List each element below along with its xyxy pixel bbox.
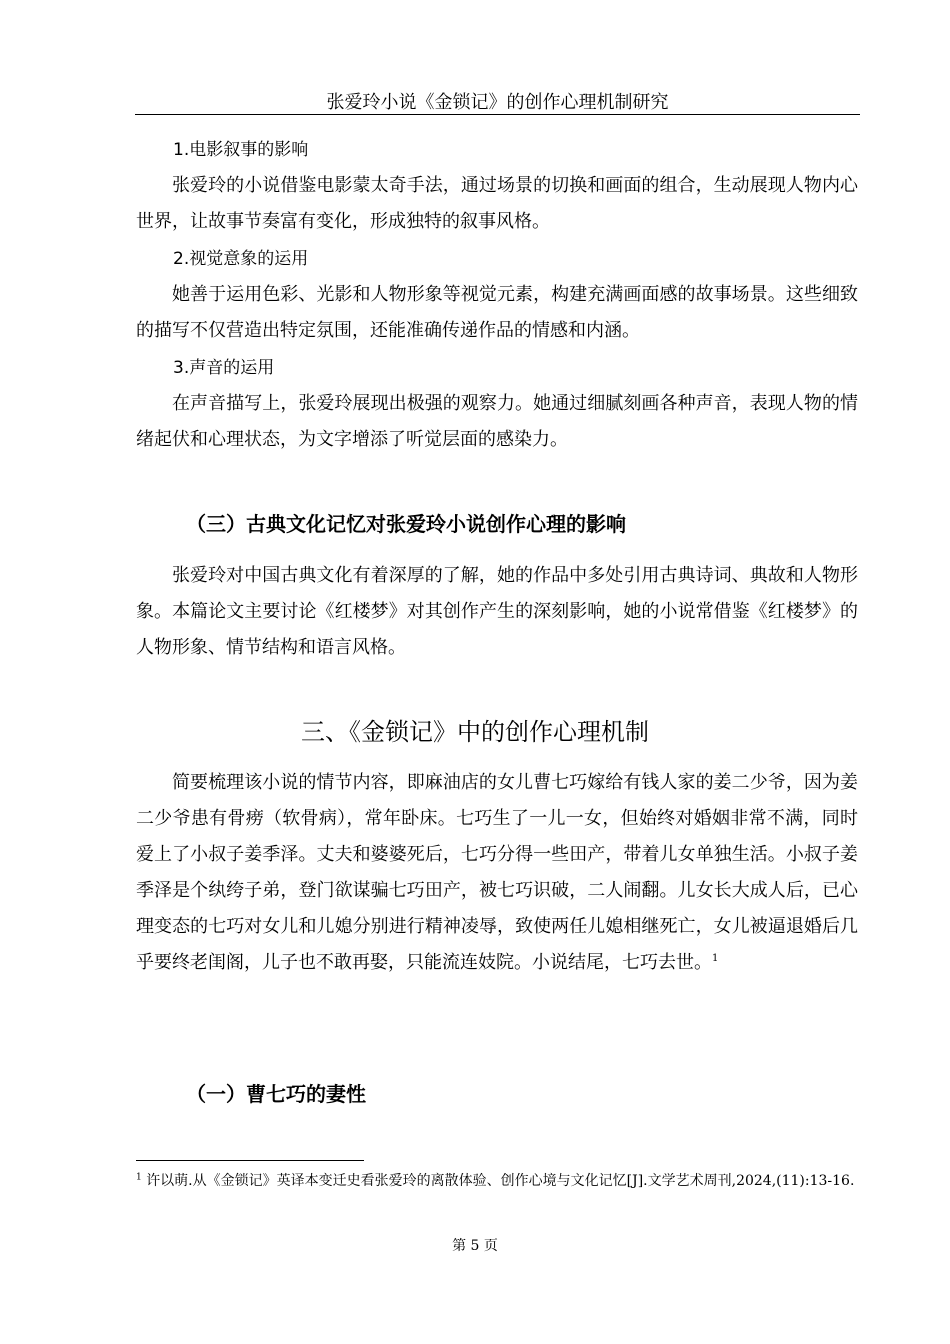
section-heading-qiqiao-wifehood: （一）曹七巧的妻性 (186, 1082, 366, 1106)
running-header: 张爱玲小说《金锁记》的创作心理机制研究 (135, 92, 860, 115)
chapter-heading: 三、《金锁记》中的创作心理机制 (301, 718, 649, 746)
paragraph-sound: 在声音描写上，张爱玲展现出极强的观察力。她通过细腻刻画各种声音，表现人物的情绪起伏和心理状态，为文字增添了听觉层面的感染力。 (136, 393, 858, 450)
footnote-divider (136, 1160, 364, 1161)
footnote-marker: 1 (136, 1172, 142, 1183)
footnote-reference[interactable]: 1 (712, 953, 719, 964)
paragraph-plot-summary (136, 765, 858, 981)
subsection-heading-film-narrative: 1.电影叙事的影响 (173, 140, 309, 160)
subsection-heading-sound: 3.声音的运用 (173, 358, 275, 378)
page-number: 第 5 页 (452, 1238, 498, 1254)
footnote (136, 1170, 858, 1192)
plot-summary-text: 简要梳理该小说的情节内容，即麻油店的女儿曹七巧嫁给有钱人家的姜二少爷，因为姜二少爷患有骨痨（软骨病），常年卧床。七巧生了一儿一女，但始终对婚姻非常不满，同时爱上了小叔子姜季泽。丈夫和婆婆死后，七巧分得一些田产，带着儿女单独生活。小叔子姜季泽是个纨绔子弟，登门欲谋骗七巧田产，被七巧识破，二人闹翻。儿女长大成人后，已心理变态的七巧对女儿和儿媳分别进行精神凌辱，致使两任儿媳相继死亡，女儿被逼退婚后几乎要终老闺阁，儿子也不敢再娶，只能流连妓院。小说结尾，七巧去世。 (136, 772, 858, 973)
paragraph-film-narrative: 张爱玲的小说借鉴电影蒙太奇手法，通过场景的切换和画面的组合，生动展现人物内心世界，让故事节奏富有变化，形成独特的叙事风格。 (136, 175, 858, 232)
subsection-heading-visual-imagery: 2.视觉意象的运用 (173, 249, 309, 269)
paragraph-classical-culture: 张爱玲对中国古典文化有着深厚的了解，她的作品中多处引用古典诗词、典故和人物形象。本篇论文主要讨论《红楼梦》对其创作产生的深刻影响，她的小说常借鉴《红楼梦》的人物形象、情节结构和语言风格。 (136, 565, 858, 658)
section-heading-classical-culture: （三）古典文化记忆对张爱玲小说创作心理的影响 (186, 512, 626, 536)
footnote-text: 许以萌.从《金锁记》英译本变迁史看张爱玲的离散体验、创作心境与文化记忆[J].文学艺术周刊,2024,(11):13-16. (146, 1173, 855, 1189)
paragraph-visual-imagery: 她善于运用色彩、光影和人物形象等视觉元素，构建充满画面感的故事场景。这些细致的描写不仅营造出特定氛围，还能准确传递作品的情感和内涵。 (136, 284, 858, 341)
